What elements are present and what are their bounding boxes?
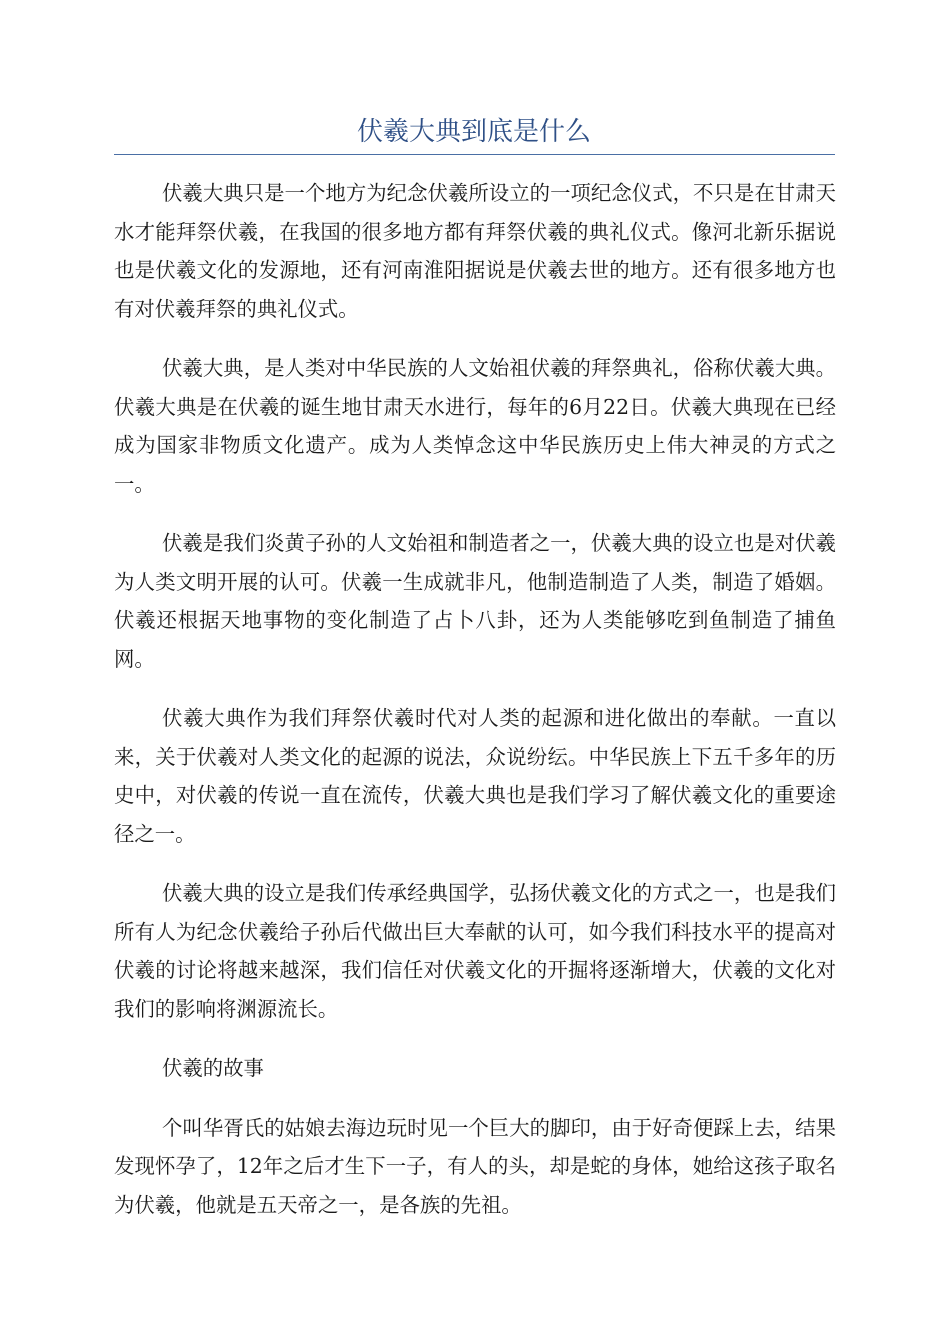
- title-underline: [114, 154, 835, 155]
- paragraph: 伏羲大典，是人类对中华民族的人文始祖伏羲的拜祭典礼，俗称伏羲大典。伏羲大典是在伏羲的诞生地甘肃天水进行，每年的6月22日。伏羲大典现在已经成为国家非物质文化遗产。成为人类悼念这中华民族历史上伟大神灵的方式之一。: [114, 356, 836, 496]
- paragraph: 伏羲大典作为我们拜祭伏羲时代对人类的起源和进化做出的奉献。一直以来，关于伏羲对人类文化的起源的说法，众说纷纭。中华民族上下五千多年的历史中，对伏羲的传说一直在流传，伏羲大典也是我们学习了解伏羲文化的重要途径之一。: [114, 706, 836, 846]
- section-heading: 伏羲的故事: [162, 1056, 264, 1080]
- document-title: 伏羲大典到底是什么: [356, 117, 591, 147]
- paragraph: 个叫华胥氏的姑娘去海边玩时见一个巨大的脚印，由于好奇便踩上去，结果发现怀孕了，12年之后才生下一子，有人的头，却是蛇的身体，她给这孩子取名为伏羲，他就是五天帝之一，是各族的先祖。: [114, 1115, 836, 1217]
- paragraph: 伏羲大典的设立是我们传承经典国学，弘扬伏羲文化的方式之一，也是我们所有人为纪念伏羲给子孙后代做出巨大奉献的认可，如今我们科技水平的提高对伏羲的讨论将越来越深，我们信任对伏羲文化的开掘将逐渐增大，伏羲的文化对我们的影响将渊源流长。: [114, 881, 836, 1021]
- document-body: [114, 174, 836, 1245]
- paragraph: 伏羲是我们炎黄子孙的人文始祖和制造者之一，伏羲大典的设立也是对伏羲为人类文明开展的认可。伏羲一生成就非凡，他制造制造了人类，制造了婚姻。伏羲还根据天地事物的变化制造了占卜八卦，还为人类能够吃到鱼制造了捕鱼网。: [114, 531, 836, 671]
- paragraph: 伏羲大典只是一个地方为纪念伏羲所设立的一项纪念仪式，不只是在甘肃天水才能拜祭伏羲，在我国的很多地方都有拜祭伏羲的典礼仪式。像河北新乐据说也是伏羲文化的发源地，还有河南淮阳据说是伏羲去世的地方。还有很多地方也有对伏羲拜祭的典礼仪式。: [114, 181, 836, 321]
